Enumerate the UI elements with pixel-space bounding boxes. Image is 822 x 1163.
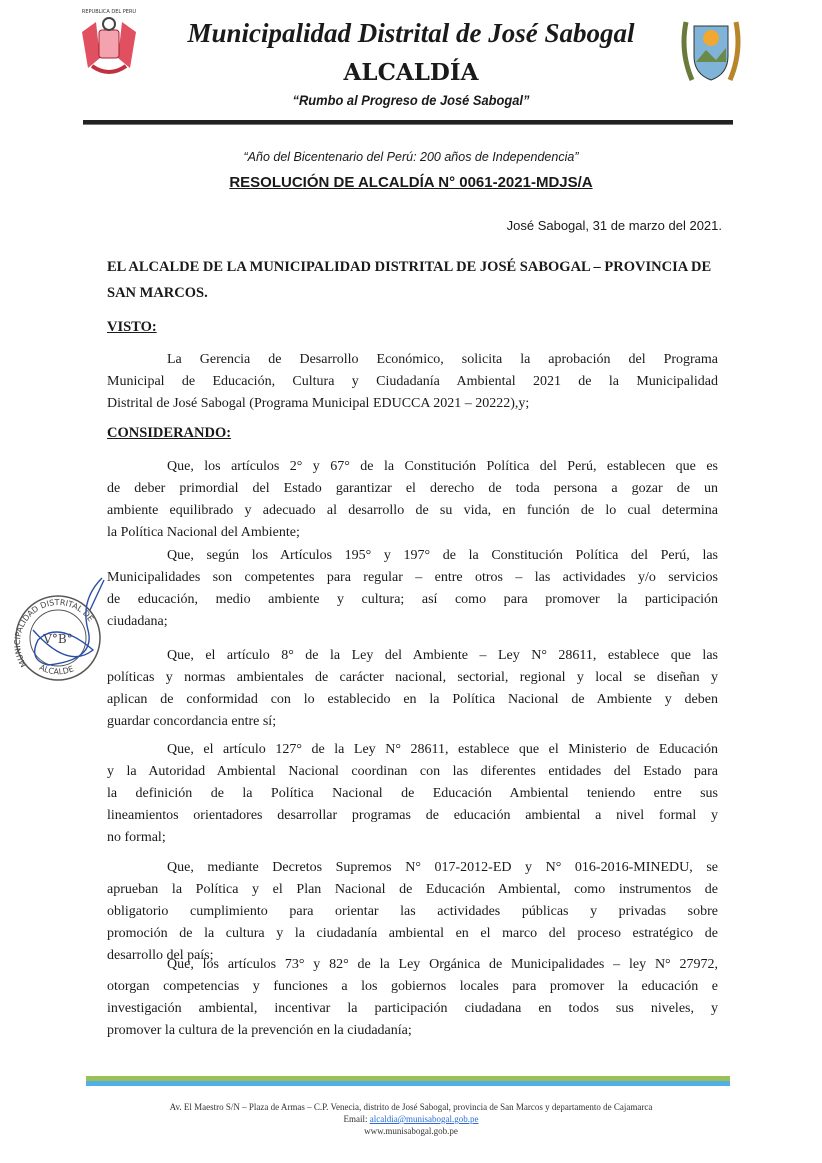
paragraph-line: obligatorio cumplimiento para orientar las actividades públicas y privadas sobre	[107, 904, 718, 919]
paragraph-line: Que, el artículo 127° de la Ley N° 28611, establece que el Ministerio de Educación	[167, 742, 718, 757]
paragraph-line: lineamientos orientadores desarrollar programas de educación ambiental a nivel formal y	[107, 808, 718, 823]
stamp-bottom-text: ALCALDE	[37, 662, 75, 677]
paragraph-line: Municipal de Educación, Cultura y Ciudadanía Ambiental 2021 de la Municipalidad	[107, 374, 718, 389]
paragraph	[107, 349, 718, 415]
paragraph	[107, 645, 718, 733]
paragraph	[107, 545, 718, 633]
paragraph-line: Distrital de José Sabogal (Programa Municipal EDUCCA 2021 – 20222),y;	[107, 396, 530, 411]
stamp-top-text: MUNICIPALIDAD DISTRITAL DE	[12, 597, 96, 669]
official-stamp-with-signature	[8, 570, 106, 700]
paragraph-line: de deber primordial del Estado garantizar el derecho de toda persona a gozar de un	[107, 481, 718, 496]
year-motto: “Año del Bicentenario del Perú: 200 años de Independencia”	[243, 150, 579, 164]
paragraph	[107, 456, 718, 544]
paragraph-line: Que, según los Artículos 195° y 197° de la Constitución Política del Perú, las	[167, 548, 718, 563]
paragraph-line: guardar concordancia entre sí;	[107, 714, 277, 729]
paragraph-line: políticas y normas ambientales de carácter nacional, sectorial, regional y local se diseñan y	[107, 670, 718, 685]
footer-website[interactable]: www.munisabogal.gob.pe	[364, 1126, 458, 1136]
paragraph-line: investigación ambiental, incentivar la participación ciudadana en todos sus niveles, y	[107, 1001, 718, 1016]
paragraph-line: ambiente equilibrado y adecuado al desarrollo de su vida, en función de lo cual determina	[107, 503, 718, 518]
paragraph	[107, 954, 718, 1042]
addressee-heading: EL ALCALDE DE LA MUNICIPALIDAD DISTRITAL DE JOSÉ SABOGAL – PROVINCIA DE SAN MARCOS.	[107, 259, 712, 301]
section-considerando: CONSIDERANDO:	[107, 425, 232, 441]
footer-address: Av. El Maestro S/N – Plaza de Armas – C.P. Venecia, distrito de José Sabogal, provincia de San Marcos y departamento de Cajamarca	[169, 1102, 653, 1112]
paragraph-line: y la Autoridad Ambiental Nacional coordinan con las diferentes entidades del Estado para	[107, 764, 718, 779]
footer-email-label: Email:	[343, 1114, 368, 1124]
paragraph-line: la definición de la Política Nacional de Educación Ambiental teniendo entre sus	[107, 786, 718, 801]
paragraph	[107, 857, 718, 967]
footer-email-link[interactable]: alcaldia@munisabogal.gob.pe	[369, 1114, 479, 1124]
paragraph-line: desarrollo del país;	[107, 948, 214, 963]
footer-color-band	[86, 1076, 730, 1086]
header-divider	[83, 120, 733, 125]
paragraph-line: aprueban la Política y el Plan Nacional de Educación Ambiental, como instrumentos de	[107, 882, 718, 897]
paragraph-line: promover la cultura de la prevención en la ciudadanía;	[107, 1023, 412, 1038]
svg-text:REPUBLICA DEL PERU: REPUBLICA DEL PERU	[81, 9, 137, 15]
document-date: José Sabogal, 31 de marzo del 2021.	[506, 218, 722, 233]
paragraph-line: promoción de la cultura y la ciudadanía ambiental en el marco del proceso estratégico de	[107, 926, 718, 941]
section-visto: VISTO:	[107, 319, 157, 335]
footer-email-line	[0, 1113, 822, 1125]
paragraph-line: Municipalidades son competentes para regular – entre otros – las actividades y/o servicios	[107, 570, 718, 585]
office-title: ALCALDÍA	[343, 59, 479, 86]
paragraph-line: aplican de conformidad con lo establecido en la Política Nacional de Ambiente y deben	[107, 692, 718, 707]
paragraph-line: ciudadana;	[107, 614, 168, 629]
paragraph-line: Que, los artículos 2° y 67° de la Constitución Política del Perú, establecen que es	[167, 459, 718, 474]
paragraph-line: Que, el artículo 8° de la Ley del Ambiente – Ley N° 28611, establece que las	[167, 648, 718, 663]
paragraph-line: La Gerencia de Desarrollo Económico, solicita la aprobación del Programa	[167, 352, 718, 367]
paragraph	[107, 739, 718, 849]
paragraph-line: no formal;	[107, 830, 166, 845]
paragraph-line: la Política Nacional del Ambiente;	[107, 525, 300, 540]
stamp-center-text: V°B°	[43, 632, 73, 646]
paragraph-line: Que, los artículos 73° y 82° de la Ley Orgánica de Municipalidades – ley N° 27972,	[167, 957, 718, 972]
municipality-title: Municipalidad Distrital de José Sabogal	[187, 18, 635, 48]
resolution-title-text: RESOLUCIÓN DE ALCALDÍA N° 0061-2021-MDJS/A	[229, 174, 593, 191]
paragraph-line: Que, mediante Decretos Supremos N° 017-2012-ED y N° 016-2016-MINEDU, se	[167, 860, 718, 875]
municipal-motto: “Rumbo al Progreso de José Sabogal”	[292, 92, 530, 108]
resolution-title	[0, 174, 822, 191]
paragraph-line: otorgan competencias y funciones a los gobiernos locales para promover la educación e	[107, 979, 718, 994]
paragraph-line: de educación, medio ambiente y cultura; así como para promover la participación	[107, 592, 718, 607]
